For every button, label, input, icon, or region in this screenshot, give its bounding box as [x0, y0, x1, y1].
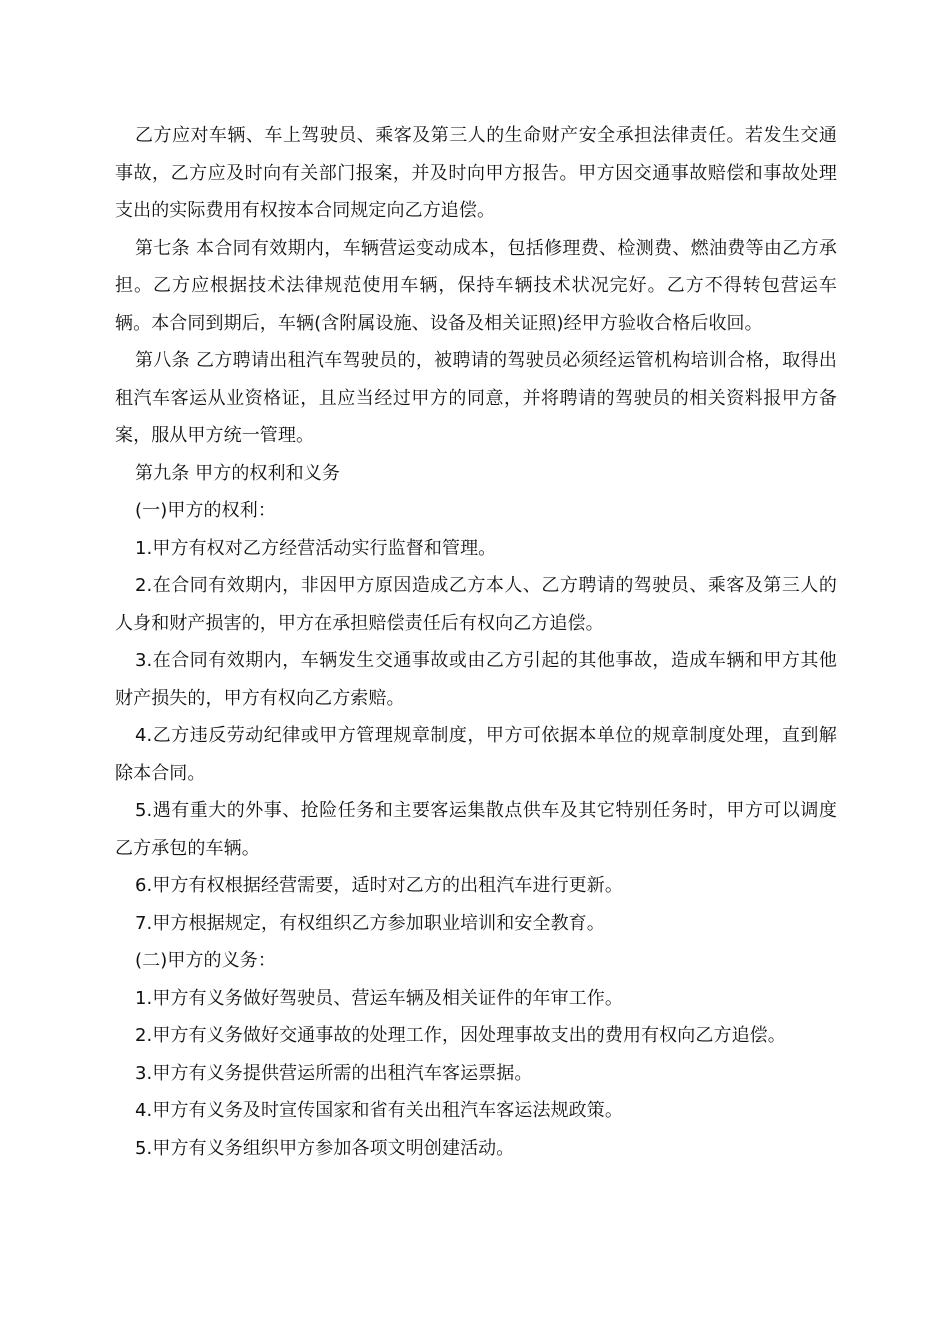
paragraph-liability: 乙方应对车辆、车上驾驶员、乘客及第三人的生命财产安全承担法律责任。若发生交通事故，乙方应及时向有关部门报案，并及时向甲方报告。甲方因交通事故赔偿和事故处理支出的实际费用有权按本合同规定向乙方追偿。 — [115, 125, 837, 221]
obligations-item-3: 3.甲方有义务提供营运所需的出租汽车客运票据。 — [135, 1062, 533, 1084]
obligations-item-4: 4.甲方有义务及时宣传国家和省有关出租汽车客运法规政策。 — [135, 1100, 623, 1121]
obligations-item-2: 2.甲方有义务做好交通事故的处理工作，因处理事故支出的费用有权向乙方追偿。 — [135, 1025, 786, 1046]
paragraph-article-7: 第七条 本合同有效期内，车辆营运变动成本，包括修理费、检测费、燃油费等由乙方承担。乙方应根据技术法律规范使用车辆，保持车辆技术状况完好。乙方不得转包营运车辆。本合同到期后，车辆(含附属设施、设备及相关证照)经甲方验收合格后收回。 — [115, 237, 837, 334]
paragraph-article-8: 第八条 乙方聘请出租汽车驾驶员的，被聘请的驾驶员必须经运管机构培训合格，取得出租汽车客运从业资格证，且应当经过甲方的同意，并将聘请的驾驶员的相关资料报甲方备案，服从甲方统一管理。 — [115, 350, 837, 446]
heading-article-9: 第九条 甲方的权利和义务 — [135, 462, 340, 484]
obligations-item-5: 5.甲方有义务组织甲方参加各项文明创建活动。 — [135, 1137, 515, 1159]
rights-item-3: 3.在合同有效期内，车辆发生交通事故或由乙方引起的其他事故，造成车辆和甲方其他财产损失的，甲方有权向乙方索赔。 — [115, 650, 837, 709]
rights-item-6: 6.甲方有权根据经营需要，适时对乙方的出租汽车进行更新。 — [135, 875, 623, 896]
heading-party-a-rights: (一)甲方的权利： — [135, 500, 276, 521]
heading-party-a-obligations: (二)甲方的义务： — [135, 950, 276, 971]
rights-item-4: 4.乙方违反劳动纪律或甲方管理规章制度，甲方可依据本单位的规章制度处理，直到解除本合同。 — [115, 725, 837, 784]
rights-item-1: 1.甲方有权对乙方经营活动实行监督和管理。 — [135, 537, 497, 559]
rights-item-5: 5.遇有重大的外事、抢险任务和主要客运集散点供车及其它特别任务时，甲方可以调度乙方承包的车辆。 — [115, 800, 837, 859]
rights-item-2: 2.在合同有效期内，非因甲方原因造成乙方本人、乙方聘请的驾驶员、乘客及第三人的人身和财产损害的，甲方在承担赔偿责任后有权向乙方追偿。 — [115, 575, 837, 634]
document-body — [115, 117, 837, 1167]
rights-item-7: 7.甲方根据规定，有权组织乙方参加职业培训和安全教育。 — [135, 912, 605, 934]
obligations-item-1: 1.甲方有义务做好驾驶员、营运车辆及相关证件的年审工作。 — [135, 987, 623, 1009]
